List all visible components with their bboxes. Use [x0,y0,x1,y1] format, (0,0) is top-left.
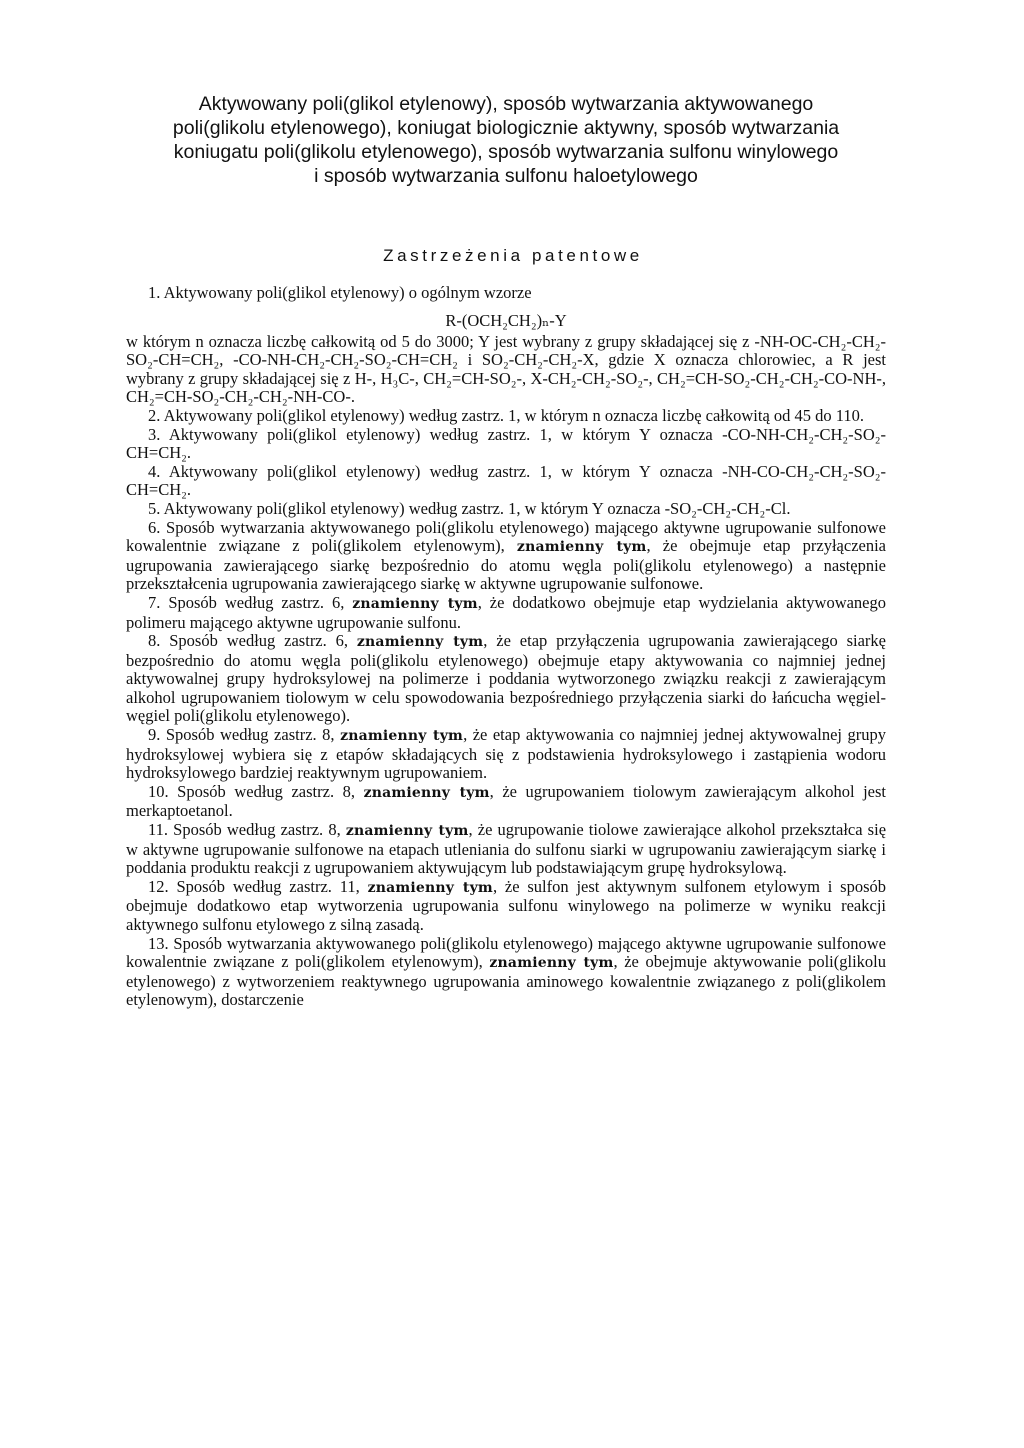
claim-12-text-a: 12. Sposób według zastrz. 11, [148,876,360,896]
claim-11-text-b: , że ugrupowanie tiolowe zawierające alkohol przekształca się w aktywne ugrupowanie sulfonowe na etapach utleniania do sulfonu siarki w ugrupowaniu zawierającym siarkę i poddania produktu reakcji z ugrupowaniem aktywującym lub podstawiającym grupę hydroksylową. [126,820,887,878]
title-line: Aktywowany poli(glikol etylenowy), sposób wytwarzania aktywowanego [198,93,814,115]
keyword-znamienny-tym: znamienny tym [356,634,484,651]
claim-11-text-a: 11. Sposób według zastrz. 8, [148,820,341,840]
claim-2: 2. Aktywowany poli(glikol etylenowy) według zastrz. 1, w którym n oznacza liczbę całkowitą od 45 do 110. [148,405,865,425]
claim-6-text-b: , że obejmuje etap przyłączenia ugrupowania zawierającego siarkę bezpośrednio do atomu węgla poli(glikolu etylenowego) a następnie przekształcenia ugrupowania zawierającego siarkę w aktywne ugrupowanie sulfonowe. [126,536,887,594]
claim-10 [126,783,886,821]
claim-9 [126,726,886,783]
claim-10-text-a: 10. Sposób według zastrz. 8, [148,781,356,801]
keyword-znamienny-tym: znamienny tym [363,784,490,801]
claim-6 [126,519,886,594]
claim-6-text-a: 6. Sposób wytwarzania aktywowanego poli(glikolu etylenowego) mającego aktywne ugrupowanie sulfonowe kowalentnie związane z poli(glikolem etylenowym), [126,517,886,556]
title-line: i sposób wytwarzania sulfonu haloetylowego [314,165,698,187]
keyword-znamienny-tym: znamienny tym [352,595,478,612]
claim-9-text-a: 9. Sposób według zastrz. 8, [148,725,335,745]
claim-5: 5. Aktywowany poli(glikol etylenowy) według zastrz. 1, w którym Y oznacza -SO₂-CH₂-CH₂-Cl. [148,498,791,518]
claim-9-text-b: , że etap aktywowania co najmniej jednej aktywowalnej grupy hydroksylowej wybiera się z etapów składających się z podstawienia hydroksylowego i zastąpienia wodoru hydroksylowego bardziej reaktywnym ugrupowaniem. [126,725,886,783]
title-line: poli(glikolu etylenowego), koniugat biologicznie aktywny, sposób wytwarzania [172,117,840,139]
keyword-znamienny-tym: znamienny tym [340,728,464,745]
claim-7-text-b: , że dodatkowo obejmuje etap wydzielania aktywowanego polimeru mającego aktywne ugrupowanie sulfonu. [126,592,887,632]
claim-8-text-b: , że etap przyłączenia ugrupowania zawierającego siarkę bezpośrednio do atomu węgla poli(glikolu etylenowego) obejmuje etapy aktywowania co najmniej jednej aktywowalnej grupy hydroksylowej na polimerze i poddania wytworzonego związku reakcji z zawierającym alkohol ugrupowaniem tiolowym w celu spowodowania bezpośredniego przyłączenia siarki do łańcucha węgiel-węgiel poli(glikolu etylenowego). [126,631,886,726]
claim-11 [126,821,886,878]
claim-4: 4. Aktywowany poli(glikol etylenowy) według zastrz. 1, w którym Y oznacza -NH-CO-CH₂-CH₂-SO₂-CH=CH₂. [126,461,886,500]
section-heading: Zastrzeżenia patentowe [383,246,643,265]
claim-12 [126,878,886,935]
general-formula: R-(OCH₂CH₂)ₙ-Y [445,310,567,330]
claim-13 [126,935,886,1010]
claim-12-text-b: , że sulfon jest aktywnym sulfonem etylowym i sposób obejmuje dodatkowo etap wytworzenia ugrupowania sulfonu winylowego na polimerze w wyniku reakcji aktywnego sulfonu etylowego z silną zasadą. [126,876,887,934]
keyword-znamienny-tym: znamienny tym [516,539,647,556]
keyword-znamienny-tym: znamienny tym [345,823,469,840]
keyword-znamienny-tym: znamienny tym [367,879,493,896]
document-title [126,92,886,188]
claim-13-text-b: , że obejmuje aktywowanie poli(glikolu etylenowego) z wytworzeniem reaktywnego ugrupowania aminowego kowalentnie związanego z poli(glikolem etylenowym), dostarczenie [126,952,886,1010]
claim-10-text-b: , że ugrupowaniem tiolowym zawierającym alkohol jest merkaptoetanol. [126,781,887,821]
claim-8 [126,632,886,726]
claim-3: 3. Aktywowany poli(glikol etylenowy) według zastrz. 1, w którym Y oznacza -CO-NH-CH₂-CH₂-SO₂-CH=CH₂. [126,424,886,463]
claim-1-body: w którym n oznacza liczbę całkowitą od 5 do 3000; Y jest wybrany z grupy składającej się z -NH-OC-CH₂-CH₂-SO₂-CH=CH₂, -CO-NH-CH₂-CH₂-SO₂-CH=CH₂ i SO₂-CH₂-CH₂-X, gdzie X oznacza chlorowiec, a R jest wybrany z grupy składającej się z H-, H₃C-, CH₂=CH-SO₂-, X-CH₂-CH₂-SO₂-, CH₂=CH-SO₂-CH₂-CH₂-CO-NH-, CH₂=CH-SO₂-CH₂-CH₂-NH-CO-. [126,331,886,407]
claim-7 [126,594,886,632]
claims-list [126,284,886,1010]
keyword-znamienny-tym: znamienny tym [489,955,614,972]
title-line: koniugatu poli(glikolu etylenowego), sposób wytwarzania sulfonu winylowego [173,141,839,163]
claim-13-text-a: 13. Sposób wytwarzania aktywowanego poli(glikolu etylenowego) mającego aktywne ugrupowanie sulfonowe kowalentnie związane z poli(glikolem etylenowym), [126,933,886,972]
claim-1-intro: 1. Aktywowany poli(glikol etylenowy) o ogólnym wzorze [148,283,532,302]
claim-7-text-a: 7. Sposób według zastrz. 6, [148,592,345,612]
claim-8-text-a: 8. Sposób według zastrz. 6, [148,631,349,651]
document-page [126,92,886,1010]
